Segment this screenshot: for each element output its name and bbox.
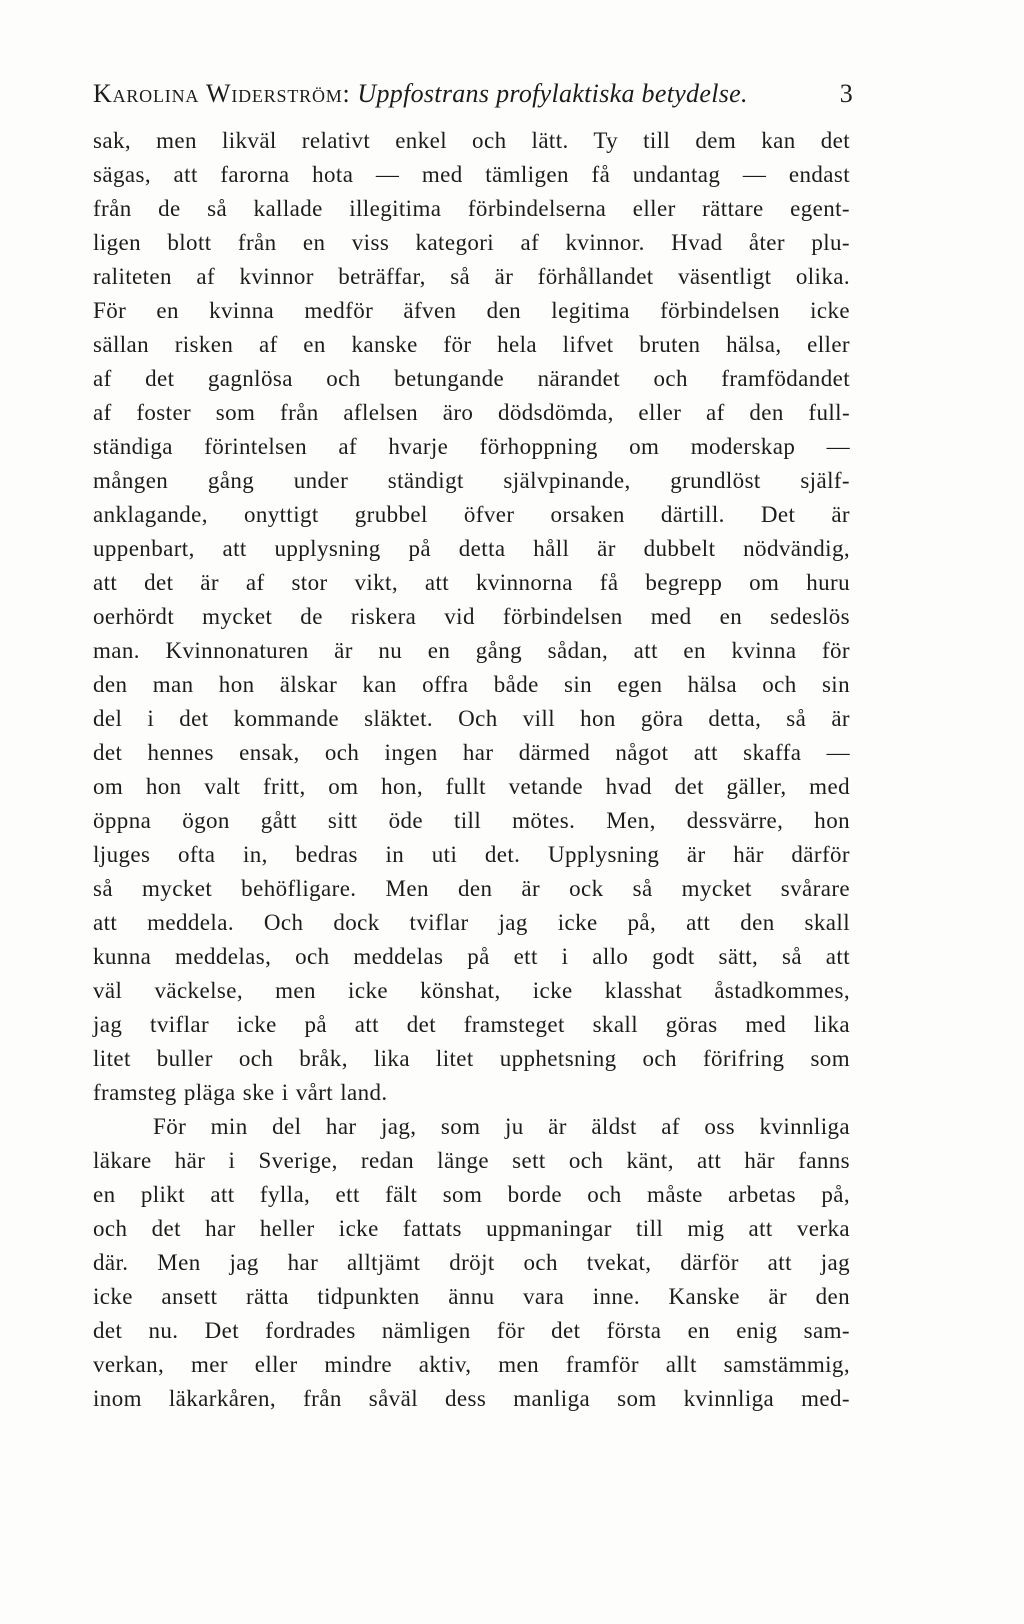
- text-line: från de så kallade illegitima förbindelserna eller rättare egent-: [93, 196, 850, 221]
- text-line: sägas, att farorna hota — med tämligen få undantag — endast: [93, 162, 850, 187]
- text-line: den man hon älskar kan offra både sin egen hälsa och sin: [93, 672, 850, 697]
- text-line: kunna meddelas, och meddelas på ett i allo godt sätt, så att: [93, 944, 850, 969]
- text-line: om hon valt fritt, om hon, fullt vetande hvad det gäller, med: [93, 774, 850, 799]
- text-line: af det gagnlösa och betungande närandet och framfödandet: [93, 366, 850, 391]
- text-line: raliteten af kvinnor beträffar, så är förhållandet väsentligt olika.: [93, 264, 850, 289]
- text-line: ljuges ofta in, bedras in uti det. Upplysning är här därför: [93, 842, 850, 867]
- text-line: af foster som från aflelsen äro dödsdömda, eller af den full-: [93, 400, 850, 425]
- text-line: läkare här i Sverige, redan länge sett och känt, att här fanns: [93, 1148, 850, 1173]
- text-line: mången gång under ständigt självpinande, grundlöst själf-: [93, 468, 850, 493]
- header-author: Karolina Widerström:: [93, 79, 351, 108]
- body-text: [93, 124, 850, 1416]
- text-line: en plikt att fylla, ett fält som borde och måste arbetas på,: [93, 1182, 850, 1207]
- text-line: jag tviflar icke på att det framsteget skall göras med lika: [93, 1012, 850, 1037]
- text-line: det hennes ensak, och ingen har därmed något att skaffa —: [93, 740, 850, 765]
- text-line: inom läkarkåren, från såväl dess manliga som kvinnliga med-: [93, 1386, 850, 1411]
- text-line: och det har heller icke fattats uppmaningar till mig att verka: [93, 1216, 850, 1241]
- text-line: sak, men likväl relativt enkel och lätt. Ty till dem kan det: [93, 128, 850, 153]
- text-line: så mycket behöfligare. Men den är ock så mycket svårare: [93, 876, 850, 901]
- text-line: där. Men jag har alltjämt dröjt och tvekat, därför att jag: [93, 1250, 850, 1275]
- text-line: ständiga förintelsen af hvarje förhoppning om moderskap —: [93, 434, 850, 459]
- text-line: öppna ögon gått sitt öde till mötes. Men, dessvärre, hon: [93, 808, 850, 833]
- text-line: väl väckelse, men icke könshat, icke klasshat åstadkommes,: [93, 978, 850, 1003]
- text-line: För en kvinna medför äfven den legitima förbindelsen icke: [93, 298, 850, 323]
- text-line: litet buller och bråk, lika litet upphetsning och förifring som: [93, 1046, 850, 1071]
- text-line: För min del har jag, som ju är äldst af oss kvinnliga: [153, 1114, 850, 1139]
- text-line: det nu. Det fordrades nämligen för det första en enig sam-: [93, 1318, 850, 1343]
- header-title: Uppfostrans profylaktiska betydelse.: [357, 79, 748, 108]
- text-line: att meddela. Och dock tviflar jag icke på, att den skall: [93, 910, 850, 935]
- text-line: att det är af stor vikt, att kvinnorna få begrepp om huru: [93, 570, 850, 595]
- text-line: sällan risken af en kanske för hela lifvet bruten hälsa, eller: [93, 332, 850, 357]
- page-number: 3: [839, 79, 853, 108]
- text-line: verkan, mer eller mindre aktiv, men framför allt samstämmig,: [93, 1352, 850, 1377]
- text-line: del i det kommande släktet. Och vill hon göra detta, så är: [93, 706, 850, 731]
- text-line: framsteg pläga ske i vårt land.: [93, 1080, 388, 1105]
- running-header: [93, 76, 853, 112]
- text-line: icke ansett rätta tidpunkten ännu vara inne. Kanske är den: [93, 1284, 850, 1309]
- text-line: oerhördt mycket de riskera vid förbindelsen med en sedeslös: [93, 604, 850, 629]
- text-line: anklagande, onyttigt grubbel öfver orsaken därtill. Det är: [93, 502, 850, 527]
- text-line: ligen blott från en viss kategori af kvinnor. Hvad åter plu-: [93, 230, 850, 255]
- text-line: man. Kvinnonaturen är nu en gång sådan, att en kvinna för: [93, 638, 850, 663]
- text-line: uppenbart, att upplysning på detta håll är dubbelt nödvändig,: [93, 536, 850, 561]
